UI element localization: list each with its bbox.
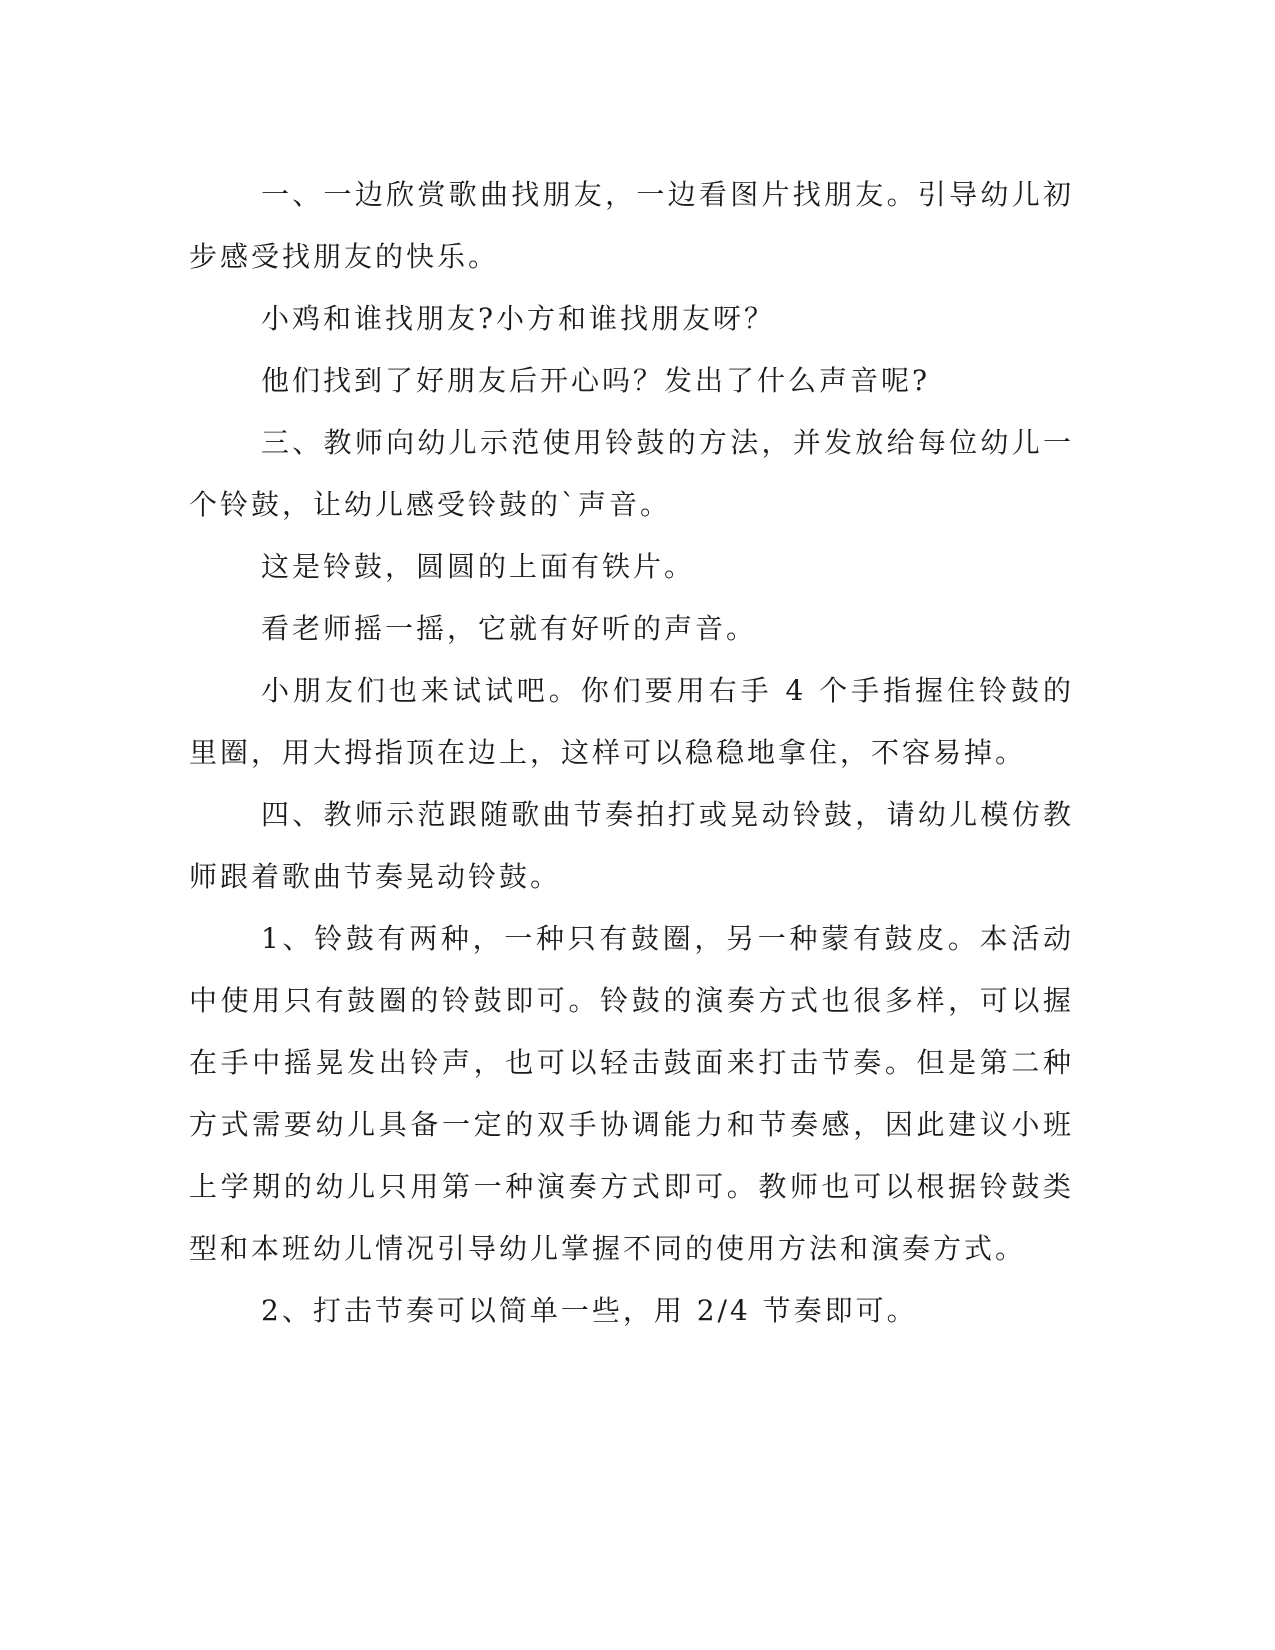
paragraph-6: 看老师摇一摇，它就有好听的声音。: [261, 612, 758, 645]
paragraph-8: 四、教师示范跟随歌曲节奏拍打或晃动铃鼓，请幼儿模仿教师跟着歌曲节奏晃动铃鼓。: [189, 798, 1074, 893]
paragraph-9: 1、铃鼓有两种，一种只有鼓圈，另一种蒙有鼓皮。本活动中使用只有鼓圈的铃鼓即可。铃鼓的演奏方式也很多样，可以握在手中摇晃发出铃声，也可以轻击鼓面来打击节奏。但是第二种方式需要幼儿具备一定的双手协调能力和节奏感，因此建议小班上学期的幼儿只用第一种演奏方式即可。教师也可以根据铃鼓类型和本班幼儿情况引导幼儿掌握不同的使用方法和演奏方式。: [189, 922, 1074, 1265]
document-body: [189, 164, 1074, 1342]
paragraph-4: 三、教师向幼儿示范使用铃鼓的方法，并发放给每位幼儿一个铃鼓，让幼儿感受铃鼓的`声音。: [189, 426, 1074, 521]
paragraph-1: 一、一边欣赏歌曲找朋友，一边看图片找朋友。引导幼儿初步感受找朋友的快乐。: [189, 178, 1074, 273]
paragraph-5: 这是铃鼓，圆圆的上面有铁片。: [261, 550, 696, 583]
paragraph-10: 2、打击节奏可以简单一些，用 2/4 节奏即可。: [261, 1294, 918, 1327]
paragraph-3: 他们找到了好朋友后开心吗？发出了什么声音呢?: [261, 364, 931, 397]
paragraph-7: 小朋友们也来试试吧。你们要用右手 4 个手指握住铃鼓的里圈，用大拇指顶在边上，这样可以稳稳地拿住，不容易掉。: [189, 674, 1074, 769]
paragraph-2: 小鸡和谁找朋友?小方和谁找朋友呀？: [261, 302, 776, 335]
